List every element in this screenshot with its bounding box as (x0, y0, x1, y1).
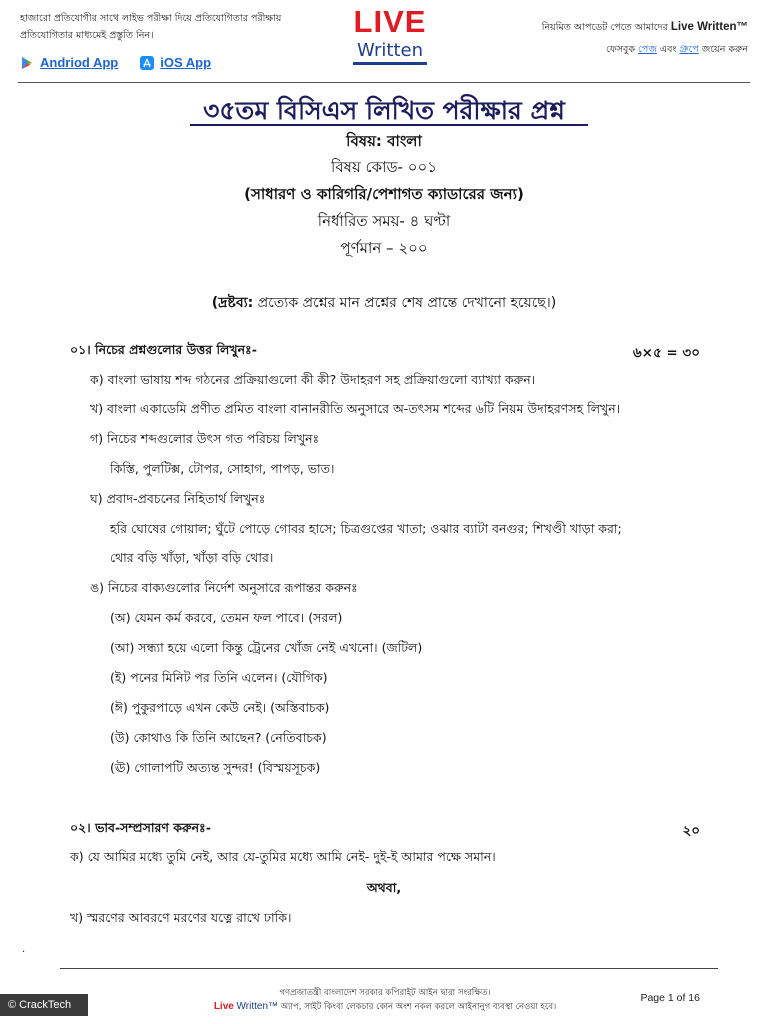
q1-e-item: (আ) সন্ধ্যা হয়ে এলো কিন্তু ট্রেনের খোঁজ নেই এখনো। (জটিল) (110, 640, 423, 655)
q1-part-d: ঘ) প্রবাদ-প্রবচনের নিহিতার্থ লিখুনঃ (90, 491, 266, 506)
q1-e-item: (ই) পনের মিনিট পর তিনি এলেন। (যৌগিক) (110, 670, 328, 685)
q2-part-a: ক) যে আমির মধ্যে তুমি নেই, আর যে-তুমির মধ্যে আমি নেই- দুই-ই আমার পক্ষে সমান। (70, 849, 496, 864)
footer-brand-written: Written™ (236, 1001, 279, 1012)
social-brand: Live Written™ (670, 21, 748, 33)
q1-part-c-words: কিস্তি, পুলটিক্স, টোপর, সোহাগ, পাপড়, ভাত। (110, 461, 335, 476)
q1-marks: ৬×৫ = ৩০ (632, 345, 700, 361)
page-number: Page 1 of 16 (640, 992, 700, 1004)
play-store-icon (20, 56, 34, 70)
q1-part-e: ঙ) নিচের বাক্যগুলোর নির্দেশ অনুসারে রূপান্তর করুনঃ (90, 580, 358, 595)
facebook-group-link[interactable]: গ্রুপে (679, 44, 699, 55)
exam-cadre: (সাধারণ ও কারিগরি/পেশাগত ক্যাডারের জন্য) (244, 185, 524, 203)
q1-e-item: (উ) কোথাও কি তিনি আছেন? (নেতিবাচক) (110, 730, 327, 745)
promo-line-1: হাজারো প্রতিযোগীর সাথে লাইভ পরীক্ষা দিয়ে প্রতিযোগিতার পরীক্ষায় (20, 13, 282, 24)
q1-part-d-line-1: হরি ঘোষের গোয়াল; ঘুঁটে পোড়ে গোবর হাসে; চিত্রগুপ্তের খাতা; ওঝার ব্যাটা বনগুর; শিখণ্ডী খাড়া করা; (110, 521, 622, 536)
social-line-prefix: নিয়মিত আপডেট পেতে আমাদের (541, 22, 668, 33)
exam-subject: বিষয়: বাংলা (346, 132, 422, 150)
android-app-link[interactable] (20, 54, 118, 71)
cracktech-watermark: © CrackTech (0, 994, 88, 1016)
social-facebook-text: ফেসবুক (605, 44, 635, 55)
header-divider (18, 82, 750, 83)
q1-e-item: (ঊ) গোলাপটি অত্যন্ত সুন্দর! (বিস্ময়সূচক) (110, 760, 321, 775)
q1-part-d-line-2: থোর বড়ি খাঁড়া, খাঁড়া বড়ি থোর। (110, 550, 274, 565)
q1-e-item: (ঈ) পুকুরপাড়ে এখন কেউ নেই। (অস্তিবাচক) (110, 700, 330, 715)
q1-part-b: খ) বাংলা একাডেমি প্রণীত প্রমিত বাংলা বানানরীতি অনুসারে অ-তৎসম শব্দের ৬টি নিয়ম উদাহরণসহ লিখুন। (90, 401, 621, 416)
logo-written-text: Written (353, 40, 427, 65)
live-written-logo (348, 6, 432, 72)
logo-live-text: LIVE (353, 4, 427, 39)
q2-marks: ২০ (682, 823, 700, 839)
ios-app-link[interactable] (140, 54, 211, 71)
note-text: প্রত্যেক প্রশ্নের মান প্রশ্নের শেষ প্রান্তে দেখানো হয়েছে।) (257, 295, 557, 311)
social-join-text: জয়েন করুন (701, 44, 748, 55)
q1-part-a: ক) বাংলা ভাষায় শব্দ গঠনের প্রক্রিয়াগুলো কী কী? উদাহরণ সহ প্রক্রিয়াগুলো ব্যাখ্যা করুন। (90, 372, 536, 387)
android-app-label: Andriod App (40, 55, 119, 70)
promo-line-2: প্রতিযোগিতার মাধ্যমেই প্রস্তুতি নিন। (20, 30, 154, 41)
note-label: (দ্রষ্টব্য: (211, 295, 254, 311)
q2-part-b: খ) স্মরণের আবরণে মরণের যত্নে রাখে ঢাকি। (70, 910, 292, 925)
footer-brand-live: Live (213, 1001, 234, 1012)
exam-full-marks: পূর্ণমান – ২০০ (340, 239, 428, 257)
copyright-line-1: গণপ্রজাতন্ত্রী বাংলাদেশ সরকার কপিরাইট আইন দ্বারা সংরক্ষিত। (279, 988, 491, 998)
stray-dot: . (22, 944, 26, 955)
header-promo (20, 10, 320, 71)
ios-app-label: iOS App (160, 55, 212, 70)
social-and-text: এবং (659, 44, 677, 55)
app-store-icon (140, 56, 154, 70)
q1-part-c: গ) নিচের শব্দগুলোর উৎস গত পরিচয় লিখুনঃ (90, 431, 320, 446)
copyright-line-2: অ্যাপ, সাইট কিংবা লেকচার কোন অংশ নকল করলে আইনানুগ ব্যবস্থা নেওয়া হবে। (280, 1002, 557, 1012)
q2-heading: ০২। ভাব-সম্প্রসারণ করুনঃ- (70, 820, 211, 835)
q1-e-item: (অ) যেমন কর্ম করবে, তেমন ফল পাবে। (সরল) (110, 610, 343, 625)
q2-or: অথবা, (366, 880, 402, 895)
q1-heading: ০১। নিচের প্রশ্নগুলোর উত্তর লিখুনঃ- (70, 342, 257, 357)
exam-time: নির্ধারিত সময়- ৪ ঘণ্টা (317, 212, 451, 230)
copyright-notice (150, 986, 620, 1014)
exam-note (0, 291, 768, 315)
title-underline (190, 124, 588, 126)
header-social (458, 16, 748, 61)
facebook-page-link[interactable]: পেজ (638, 44, 657, 55)
page-title: ৩৫তম বিসিএস লিখিত পরীক্ষার প্রশ্ন (203, 96, 565, 125)
exam-code: বিষয় কোড- ০০১ (331, 158, 437, 176)
footer-divider (60, 968, 718, 969)
